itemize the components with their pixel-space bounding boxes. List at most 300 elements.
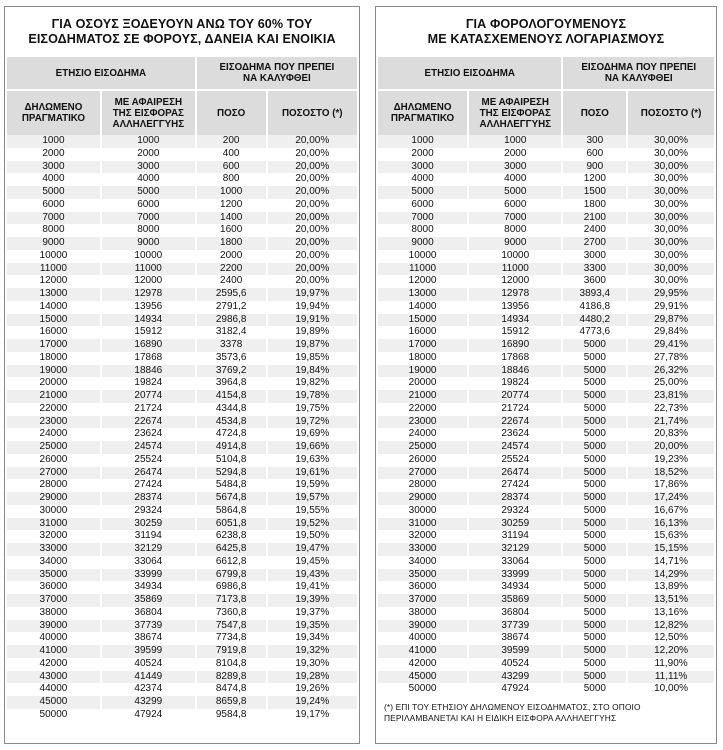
cell-after-deduction: 11000: [469, 263, 561, 276]
table-row: [7, 441, 357, 454]
table-row: [7, 696, 357, 709]
cell-after-deduction: 43299: [469, 671, 561, 684]
cell-amount: 5000: [563, 569, 626, 582]
table-row: [7, 632, 357, 645]
cell-after-deduction: 22674: [469, 416, 561, 429]
cell-percentage: 19,28%: [268, 671, 357, 684]
table-row: [378, 403, 714, 416]
cell-after-deduction: 13956: [102, 301, 195, 314]
table-row: [7, 569, 357, 582]
table-row: [7, 135, 357, 148]
cell-declared: 26000: [378, 454, 467, 467]
cell-after-deduction: 47924: [102, 709, 195, 722]
cell-after-deduction: 34934: [469, 581, 561, 594]
cell-amount: 5000: [563, 581, 626, 594]
cell-declared: 18000: [378, 352, 467, 365]
panel-title: [5, 7, 359, 57]
cell-percentage: 29,41%: [628, 339, 714, 352]
cell-percentage: 19,52%: [268, 518, 357, 531]
cell-after-deduction: 29324: [102, 505, 195, 518]
cell-percentage: 19,34%: [268, 632, 357, 645]
cell-percentage: 25,00%: [628, 377, 714, 390]
cell-amount: 3573,6: [197, 352, 266, 365]
cell-amount: 400: [197, 148, 266, 161]
cell-amount: 5000: [563, 683, 626, 696]
cell-declared: 40000: [378, 632, 467, 645]
cell-percentage: 23,81%: [628, 390, 714, 403]
cell-amount: 5000: [563, 365, 626, 378]
cell-declared: 35000: [378, 569, 467, 582]
cell-percentage: 12,20%: [628, 645, 714, 658]
cell-amount: 8474,8: [197, 683, 266, 696]
cell-after-deduction: 41449: [102, 671, 195, 684]
cell-percentage: 20,00%: [268, 224, 357, 237]
cell-percentage: 20,00%: [628, 441, 714, 454]
cell-after-deduction: 8000: [469, 224, 561, 237]
cell-declared: 12000: [378, 275, 467, 288]
cell-amount: 4480,2: [563, 314, 626, 327]
cell-declared: 41000: [7, 645, 100, 658]
cell-percentage: 20,00%: [268, 250, 357, 263]
cell-declared: 42000: [7, 658, 100, 671]
cell-after-deduction: 33999: [102, 569, 195, 582]
cell-percentage: 19,32%: [268, 645, 357, 658]
cell-amount: 7919,8: [197, 645, 266, 658]
cell-after-deduction: 22674: [102, 416, 195, 429]
cell-after-deduction: 27424: [469, 479, 561, 492]
cell-declared: 33000: [7, 543, 100, 556]
cell-after-deduction: 37739: [102, 620, 195, 633]
cell-amount: 5000: [563, 454, 626, 467]
table-row: [378, 339, 714, 352]
cell-after-deduction: 5000: [469, 186, 561, 199]
cell-amount: 5000: [563, 441, 626, 454]
header-annual-income: ΕΤΗΣΙΟ ΕΙΣΟΔΗΜΑ: [7, 57, 195, 91]
table-row: [378, 441, 714, 454]
cell-percentage: 20,00%: [268, 263, 357, 276]
cell-declared: 13000: [378, 288, 467, 301]
table-row: [7, 518, 357, 531]
footnote-line: ΠΕΡΙΛΑΜΒΑΝΕΤΑΙ ΚΑΙ Η ΕΙΔΙΚΗ ΕΙΣΦΟΡΑ ΑΛΛΗΛΕΓΓΥΗΣ: [384, 713, 617, 723]
cell-after-deduction: 2000: [469, 148, 561, 161]
cell-percentage: 19,26%: [268, 683, 357, 696]
cell-percentage: 19,84%: [268, 365, 357, 378]
cell-after-deduction: 10000: [102, 250, 195, 263]
cell-percentage: 16,67%: [628, 505, 714, 518]
cell-amount: 1600: [197, 224, 266, 237]
cell-amount: 4186,8: [563, 301, 626, 314]
table-row: [378, 263, 714, 276]
cell-amount: 5104,8: [197, 454, 266, 467]
cell-after-deduction: 3000: [469, 161, 561, 174]
table-row: [7, 543, 357, 556]
cell-amount: 2000: [197, 250, 266, 263]
table-row: [7, 530, 357, 543]
cell-after-deduction: 18846: [102, 365, 195, 378]
cell-declared: 12000: [7, 275, 100, 288]
cell-percentage: 19,85%: [268, 352, 357, 365]
cell-amount: 5000: [563, 390, 626, 403]
table-row: [378, 212, 714, 225]
cell-declared: 41000: [378, 645, 467, 658]
table-row: [7, 288, 357, 301]
cell-amount: 4344,8: [197, 403, 266, 416]
cell-percentage: 30,00%: [628, 224, 714, 237]
cell-percentage: 13,51%: [628, 594, 714, 607]
cell-percentage: 30,00%: [628, 186, 714, 199]
table-row: [378, 518, 714, 531]
cell-percentage: 30,00%: [628, 199, 714, 212]
cell-declared: 22000: [378, 403, 467, 416]
table-row: [378, 186, 714, 199]
cell-percentage: 21,74%: [628, 416, 714, 429]
cell-amount: 7360,8: [197, 607, 266, 620]
cell-amount: 600: [197, 161, 266, 174]
cell-declared: 17000: [378, 339, 467, 352]
cell-percentage: 19,57%: [268, 492, 357, 505]
cell-after-deduction: 15912: [469, 326, 561, 339]
cell-amount: 5000: [563, 658, 626, 671]
cell-declared: 18000: [7, 352, 100, 365]
cell-declared: 9000: [7, 237, 100, 250]
cell-percentage: 30,00%: [628, 212, 714, 225]
cell-after-deduction: 30259: [102, 518, 195, 531]
footnote: [376, 696, 716, 724]
cell-declared: 11000: [378, 263, 467, 276]
cell-percentage: 19,24%: [268, 696, 357, 709]
title-line: ΕΙΣΟΔΗΜΑΤΟΣ ΣΕ ΦΟΡΟΥΣ, ΔΑΝΕΙΑ ΚΑΙ ΕΝΟΙΚΙΑ: [28, 32, 336, 46]
cell-percentage: 17,24%: [628, 492, 714, 505]
cell-after-deduction: 31194: [469, 530, 561, 543]
cell-declared: 21000: [7, 390, 100, 403]
panel-title: [376, 7, 716, 57]
table-row: [7, 454, 357, 467]
cell-declared: 19000: [7, 365, 100, 378]
cell-declared: 19000: [378, 365, 467, 378]
cell-after-deduction: 9000: [102, 237, 195, 250]
cell-after-deduction: 21724: [469, 403, 561, 416]
cell-percentage: 15,15%: [628, 543, 714, 556]
cell-amount: 3378: [197, 339, 266, 352]
cell-declared: 5000: [7, 186, 100, 199]
cell-after-deduction: 28374: [102, 492, 195, 505]
table-row: [378, 620, 714, 633]
cell-percentage: 19,75%: [268, 403, 357, 416]
cell-after-deduction: 17868: [469, 352, 561, 365]
table-row: [378, 390, 714, 403]
cell-percentage: 12,50%: [628, 632, 714, 645]
cell-after-deduction: 9000: [469, 237, 561, 250]
cell-declared: 3000: [378, 161, 467, 174]
cell-after-deduction: 30259: [469, 518, 561, 531]
cell-amount: 5000: [563, 594, 626, 607]
cell-after-deduction: 38674: [102, 632, 195, 645]
cell-declared: 15000: [7, 314, 100, 327]
header-percentage: ΠΟΣΟΣΤΟ (*): [628, 91, 714, 135]
cell-percentage: 20,00%: [268, 173, 357, 186]
header-income-to-cover: ΕΙΣΟΔΗΜΑ ΠΟΥ ΠΡΕΠΕΙ ΝΑ ΚΑΛΥΦΘΕΙ: [563, 57, 714, 91]
cell-after-deduction: 10000: [469, 250, 561, 263]
cell-declared: 34000: [7, 556, 100, 569]
table-row: [7, 352, 357, 365]
cell-percentage: 19,37%: [268, 607, 357, 620]
cell-declared: 45000: [378, 671, 467, 684]
cell-after-deduction: 23624: [469, 428, 561, 441]
header-income-to-cover: ΕΙΣΟΔΗΜΑ ΠΟΥ ΠΡΕΠΕΙ ΝΑ ΚΑΛΥΦΘΕΙ: [197, 57, 357, 91]
cell-amount: 1200: [197, 199, 266, 212]
table-row: [7, 428, 357, 441]
cell-percentage: 17,86%: [628, 479, 714, 492]
table-row: [7, 467, 357, 480]
cell-percentage: 19,61%: [268, 467, 357, 480]
table-row: [378, 607, 714, 620]
cell-percentage: 13,16%: [628, 607, 714, 620]
cell-declared: 27000: [7, 467, 100, 480]
cell-percentage: 19,55%: [268, 505, 357, 518]
cell-amount: 300: [563, 135, 626, 148]
table-row: [7, 314, 357, 327]
cell-after-deduction: 1000: [469, 135, 561, 148]
table-row: [378, 594, 714, 607]
cell-percentage: 18,52%: [628, 467, 714, 480]
table-row: [378, 288, 714, 301]
cell-after-deduction: 14934: [102, 314, 195, 327]
cell-percentage: 30,00%: [628, 250, 714, 263]
cell-declared: 5000: [378, 186, 467, 199]
cell-declared: 30000: [7, 505, 100, 518]
cell-after-deduction: 23624: [102, 428, 195, 441]
cell-after-deduction: 33064: [469, 556, 561, 569]
cell-percentage: 19,47%: [268, 543, 357, 556]
cell-percentage: 14,71%: [628, 556, 714, 569]
cell-amount: 1200: [563, 173, 626, 186]
cell-percentage: 14,29%: [628, 569, 714, 582]
cell-after-deduction: 20774: [469, 390, 561, 403]
cell-amount: 5000: [563, 530, 626, 543]
table-row: [7, 161, 357, 174]
cell-amount: 800: [197, 173, 266, 186]
income-table: [376, 57, 716, 696]
cell-after-deduction: 11000: [102, 263, 195, 276]
cell-amount: 3893,4: [563, 288, 626, 301]
cell-declared: 30000: [378, 505, 467, 518]
cell-percentage: 29,91%: [628, 301, 714, 314]
cell-declared: 38000: [7, 607, 100, 620]
table-row: [378, 428, 714, 441]
cell-declared: 33000: [378, 543, 467, 556]
cell-amount: 1500: [563, 186, 626, 199]
table-row: [378, 569, 714, 582]
income-table: [5, 57, 359, 722]
cell-amount: 3000: [563, 250, 626, 263]
cell-after-deduction: 32129: [469, 543, 561, 556]
cell-after-deduction: 40524: [102, 658, 195, 671]
table-row: [378, 530, 714, 543]
cell-after-deduction: 13956: [469, 301, 561, 314]
cell-after-deduction: 14934: [469, 314, 561, 327]
table-row: [378, 161, 714, 174]
cell-amount: 5000: [563, 620, 626, 633]
cell-percentage: 19,66%: [268, 441, 357, 454]
cell-after-deduction: 6000: [102, 199, 195, 212]
cell-declared: 24000: [7, 428, 100, 441]
cell-after-deduction: 24574: [469, 441, 561, 454]
cell-after-deduction: 37739: [469, 620, 561, 633]
cell-percentage: 19,41%: [268, 581, 357, 594]
cell-amount: 6238,8: [197, 530, 266, 543]
cell-declared: 43000: [7, 671, 100, 684]
cell-amount: 4154,8: [197, 390, 266, 403]
cell-after-deduction: 26474: [102, 467, 195, 480]
cell-percentage: 20,00%: [268, 161, 357, 174]
cell-percentage: 12,82%: [628, 620, 714, 633]
cell-percentage: 19,97%: [268, 288, 357, 301]
cell-after-deduction: 12000: [102, 275, 195, 288]
cell-percentage: 30,00%: [628, 173, 714, 186]
cell-amount: 2595,6: [197, 288, 266, 301]
cell-after-deduction: 8000: [102, 224, 195, 237]
cell-amount: 8659,8: [197, 696, 266, 709]
cell-declared: 44000: [7, 683, 100, 696]
cell-declared: 39000: [7, 620, 100, 633]
cell-declared: 11000: [7, 263, 100, 276]
cell-after-deduction: 12978: [102, 288, 195, 301]
title-line: ΜΕ ΚΑΤΑΣΧΕΜΕΝΟΥΣ ΛΟΓΑΡΙΑΣΜΟΥΣ: [427, 32, 665, 46]
cell-declared: 14000: [7, 301, 100, 314]
cell-amount: 6425,8: [197, 543, 266, 556]
cell-amount: 4724,8: [197, 428, 266, 441]
cell-percentage: 22,73%: [628, 403, 714, 416]
table-row: [7, 505, 357, 518]
cell-declared: 28000: [378, 479, 467, 492]
cell-percentage: 16,13%: [628, 518, 714, 531]
cell-after-deduction: 39599: [102, 645, 195, 658]
cell-percentage: 19,45%: [268, 556, 357, 569]
cell-amount: 5000: [563, 339, 626, 352]
cell-amount: 2200: [197, 263, 266, 276]
cell-amount: 3600: [563, 275, 626, 288]
cell-amount: 5294,8: [197, 467, 266, 480]
table-row: [378, 275, 714, 288]
cell-percentage: 19,82%: [268, 377, 357, 390]
cell-after-deduction: 25524: [469, 454, 561, 467]
table-row: [378, 556, 714, 569]
cell-declared: 42000: [378, 658, 467, 671]
cell-percentage: 20,00%: [268, 199, 357, 212]
cell-declared: 16000: [7, 326, 100, 339]
cell-percentage: 29,84%: [628, 326, 714, 339]
table-row: [7, 671, 357, 684]
cell-declared: 37000: [7, 594, 100, 607]
cell-after-deduction: 12978: [469, 288, 561, 301]
header-annual-income: ΕΤΗΣΙΟ ΕΙΣΟΔΗΜΑ: [378, 57, 561, 91]
cell-amount: 5000: [563, 632, 626, 645]
cell-after-deduction: 27424: [102, 479, 195, 492]
cell-percentage: 29,95%: [628, 288, 714, 301]
table-row: [378, 671, 714, 684]
table-row: [7, 709, 357, 722]
cell-declared: 10000: [7, 250, 100, 263]
cell-declared: 4000: [7, 173, 100, 186]
table-row: [378, 581, 714, 594]
cell-declared: 7000: [7, 212, 100, 225]
cell-declared: 2000: [7, 148, 100, 161]
cell-declared: 1000: [378, 135, 467, 148]
cell-amount: 5000: [563, 543, 626, 556]
table-panel-high-expenses: [4, 6, 360, 744]
cell-after-deduction: 6000: [469, 199, 561, 212]
cell-amount: 7734,8: [197, 632, 266, 645]
cell-amount: 5000: [563, 416, 626, 429]
cell-declared: 8000: [7, 224, 100, 237]
cell-after-deduction: 31194: [102, 530, 195, 543]
cell-after-deduction: 19824: [469, 377, 561, 390]
table-row: [7, 581, 357, 594]
cell-amount: 200: [197, 135, 266, 148]
cell-amount: 2400: [197, 275, 266, 288]
table-row: [7, 377, 357, 390]
cell-percentage: 30,00%: [628, 148, 714, 161]
cell-declared: 31000: [7, 518, 100, 531]
cell-percentage: 10,00%: [628, 683, 714, 696]
cell-percentage: 20,00%: [268, 148, 357, 161]
table-row: [378, 326, 714, 339]
cell-percentage: 15,63%: [628, 530, 714, 543]
cell-amount: 6051,8: [197, 518, 266, 531]
cell-percentage: 30,00%: [628, 263, 714, 276]
cell-after-deduction: 35869: [102, 594, 195, 607]
cell-declared: 7000: [378, 212, 467, 225]
cell-after-deduction: 42374: [102, 683, 195, 696]
cell-declared: 23000: [7, 416, 100, 429]
cell-after-deduction: 7000: [102, 212, 195, 225]
table-row: [7, 594, 357, 607]
table-row: [378, 543, 714, 556]
cell-after-deduction: 19824: [102, 377, 195, 390]
cell-percentage: 19,63%: [268, 454, 357, 467]
table-row: [7, 173, 357, 186]
cell-percentage: 20,00%: [268, 275, 357, 288]
cell-percentage: 19,78%: [268, 390, 357, 403]
cell-amount: 5000: [563, 479, 626, 492]
cell-declared: 27000: [378, 467, 467, 480]
cell-amount: 5000: [563, 428, 626, 441]
cell-percentage: 19,30%: [268, 658, 357, 671]
cell-declared: 28000: [7, 479, 100, 492]
table-row: [378, 467, 714, 480]
header-amount: ΠΟΣΟ: [563, 91, 626, 135]
table-row: [378, 237, 714, 250]
header-percentage: ΠΟΣΟΣΤΟ (*): [268, 91, 357, 135]
cell-amount: 1400: [197, 212, 266, 225]
cell-declared: 8000: [378, 224, 467, 237]
table-row: [378, 301, 714, 314]
cell-amount: 5000: [563, 403, 626, 416]
table-row: [7, 237, 357, 250]
table-row: [378, 173, 714, 186]
cell-amount: 2400: [563, 224, 626, 237]
cell-declared: 37000: [378, 594, 467, 607]
cell-declared: 36000: [7, 581, 100, 594]
table-row: [378, 224, 714, 237]
table-row: [7, 326, 357, 339]
cell-declared: 45000: [7, 696, 100, 709]
cell-amount: 2700: [563, 237, 626, 250]
cell-after-deduction: 4000: [469, 173, 561, 186]
cell-percentage: 19,72%: [268, 416, 357, 429]
cell-after-deduction: 34934: [102, 581, 195, 594]
cell-amount: 2100: [563, 212, 626, 225]
